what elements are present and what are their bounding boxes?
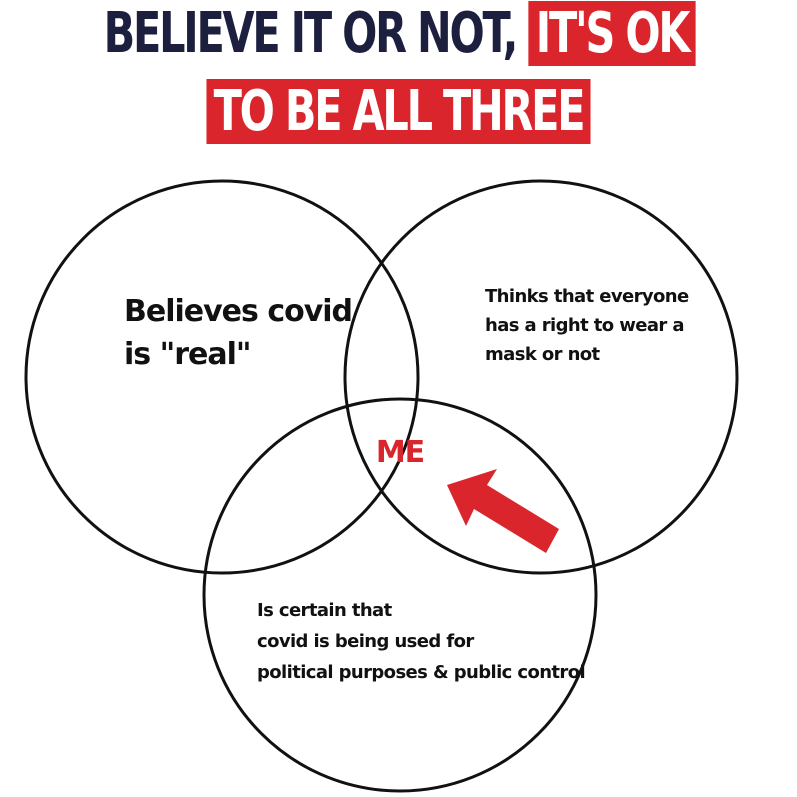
circle-top-right-line-1: Thinks that everyone xyxy=(485,286,689,307)
headline-dark-text: BELIEVE IT OR NOT, xyxy=(103,1,517,66)
circle-bottom-label xyxy=(257,600,585,683)
circle-top-left-label xyxy=(124,294,362,372)
circle-top-right-line-3: mask or not xyxy=(485,344,600,365)
circle-top-left-line-2: is "real" xyxy=(124,337,251,372)
venn-circle-top-right xyxy=(345,181,737,573)
circle-bottom-line-3: political purposes & public control xyxy=(257,662,586,683)
circle-top-right-line-2: has a right to wear a xyxy=(485,315,684,336)
circle-bottom-line-2: covid is being used for xyxy=(257,631,474,652)
headline-highlight-1: IT'S OK xyxy=(528,1,695,66)
headline-highlight-2: TO BE ALL THREE xyxy=(206,79,591,144)
circle-top-left-line-1: Believes covid xyxy=(124,294,353,329)
center-me-label: ME xyxy=(375,435,425,470)
circle-bottom-line-1: Is certain that xyxy=(257,600,392,621)
circle-top-right-label xyxy=(485,286,694,365)
red-arrow-icon xyxy=(447,469,559,553)
